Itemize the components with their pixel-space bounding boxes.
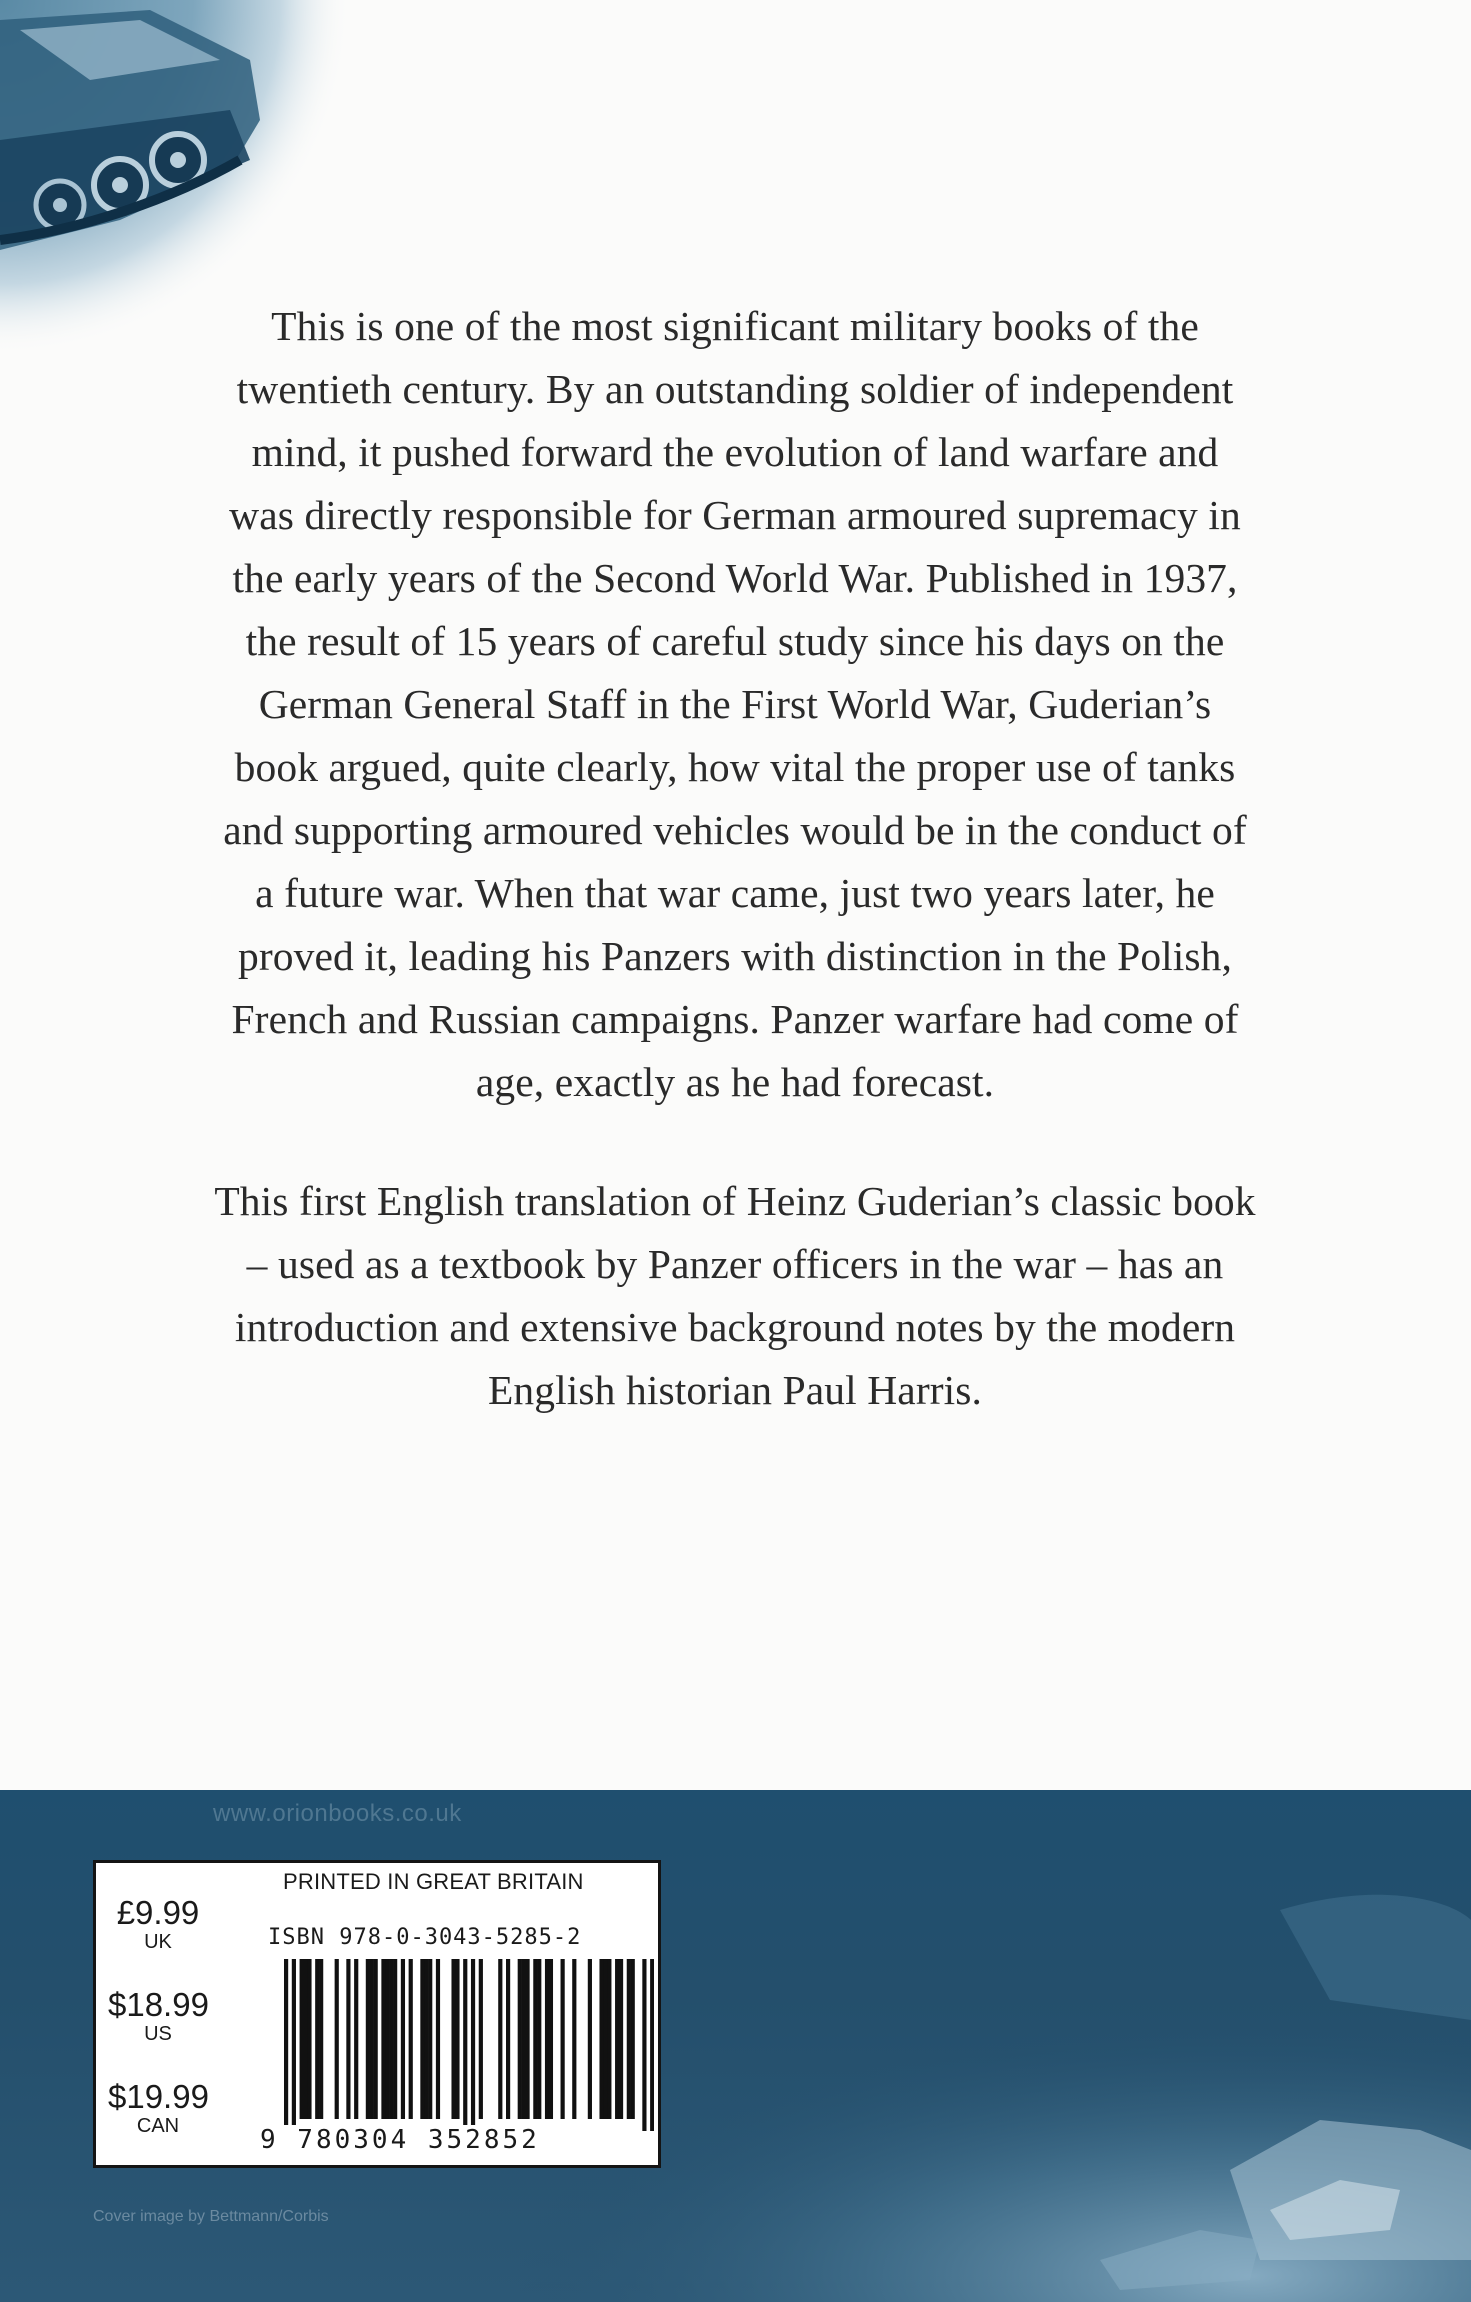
barcode-bar bbox=[303, 1959, 307, 2119]
blurb-line: age, exactly as he had forecast. bbox=[475, 1059, 995, 1105]
price-region: CAN bbox=[136, 2115, 180, 2137]
blurb-line: proved it, leading his Panzers with distinction in the Polish, bbox=[237, 933, 1233, 979]
barcode-bar bbox=[537, 1959, 541, 2119]
barcode-bar bbox=[627, 1959, 631, 2119]
barcode-bar bbox=[603, 1959, 607, 2119]
barcode-bar bbox=[588, 1959, 592, 2119]
price-amount: $18.99 bbox=[108, 1986, 209, 2023]
barcode-bar bbox=[389, 1959, 393, 2119]
barcode-bar bbox=[533, 1959, 537, 2119]
barcode-bar bbox=[619, 1959, 623, 2119]
barcode-bar bbox=[549, 1959, 553, 2119]
barcode-bar bbox=[292, 1959, 296, 2131]
barcode-bar bbox=[346, 1959, 350, 2119]
barcode-bar bbox=[471, 1959, 475, 2131]
barcode-bar bbox=[479, 1959, 483, 2119]
barcode-bar bbox=[607, 1959, 611, 2119]
blurb-line: the result of 15 years of careful study since his days on the bbox=[245, 618, 1225, 664]
barcode-bar bbox=[424, 1959, 428, 2119]
blurb-line: This is one of the most significant military books of the bbox=[271, 303, 1199, 349]
barcode-bar bbox=[642, 1959, 646, 2131]
blurb-line: a future war. When that war came, just two years later, he bbox=[255, 870, 1215, 916]
barcode-bar bbox=[518, 1959, 522, 2119]
barcode-bar bbox=[300, 1959, 304, 2119]
price-us bbox=[108, 1987, 208, 2045]
barcode-bar bbox=[650, 1959, 654, 2131]
barcode bbox=[284, 1959, 654, 2131]
barcode-bar bbox=[599, 1959, 603, 2119]
blurb-line: twentieth century. By an outstanding soldier of independent bbox=[236, 366, 1234, 412]
barcode-bar bbox=[420, 1959, 424, 2119]
barcode-bar bbox=[525, 1959, 529, 2119]
blurb-line: German General Staff in the First World War, Guderian’s bbox=[258, 681, 1212, 727]
blurb-line: was directly responsible for German armoured supremacy in bbox=[229, 492, 1241, 538]
barcode-bar bbox=[561, 1959, 565, 2119]
barcode-bar bbox=[335, 1959, 339, 2119]
blurb-line: French and Russian campaigns. Panzer warfare had come of bbox=[231, 996, 1239, 1042]
barcode-bar bbox=[409, 1959, 413, 2119]
barcode-bar bbox=[307, 1959, 311, 2119]
barcode-bar bbox=[572, 1959, 576, 2119]
blurb-line: the early years of the Second World War. Published in 1937, bbox=[232, 555, 1238, 601]
price-uk bbox=[108, 1895, 208, 1953]
barcode-bar bbox=[381, 1959, 385, 2119]
barcode-bar bbox=[455, 1959, 459, 2119]
barcode-bar bbox=[428, 1959, 432, 2119]
barcode-bar bbox=[385, 1959, 389, 2119]
price-region: UK bbox=[144, 1931, 172, 1953]
barcode-digits: 9 780304 352852 bbox=[260, 2125, 540, 2155]
barcode-bar bbox=[401, 1959, 405, 2119]
barcode-bar bbox=[463, 1959, 467, 2131]
barcode-bar bbox=[370, 1959, 374, 2119]
cover-credit: Cover image by Bettmann/Corbis bbox=[93, 2208, 329, 2225]
price-amount: $19.99 bbox=[108, 2078, 209, 2115]
barcode-bar bbox=[506, 1959, 510, 2119]
price-amount: £9.99 bbox=[116, 1894, 200, 1931]
price-region: US bbox=[144, 2023, 172, 2045]
blurb-line: This first English translation of Heinz Guderian’s classic book bbox=[214, 1178, 1256, 1224]
blurb-line: and supporting armoured vehicles would be in the conduct of bbox=[223, 807, 1247, 853]
blurb-paragraph-1 bbox=[200, 295, 1270, 1114]
blurb-paragraph-2 bbox=[200, 1170, 1270, 1422]
barcode-bar bbox=[615, 1959, 619, 2119]
barcode-bar bbox=[319, 1959, 323, 2119]
barcode-bar bbox=[374, 1959, 378, 2119]
blurb-line: introduction and extensive background notes by the modern bbox=[234, 1304, 1236, 1350]
barcode-bar bbox=[631, 1959, 635, 2119]
barcode-bar bbox=[284, 1959, 288, 2131]
barcode-bar bbox=[315, 1959, 319, 2119]
blurb-line: – used as a textbook by Panzer officers in the war – has an bbox=[246, 1241, 1224, 1287]
barcode-bar bbox=[545, 1959, 549, 2119]
price-barcode-box bbox=[93, 1860, 661, 2168]
barcode-bar bbox=[498, 1959, 502, 2119]
barcode-bar bbox=[522, 1959, 526, 2119]
barcode-bar bbox=[451, 1959, 455, 2119]
printed-in-label: PRINTED IN GREAT BRITAIN bbox=[283, 1869, 584, 1894]
isbn-label: ISBN 978-0-3043-5285-2 bbox=[268, 1925, 582, 1950]
barcode-bar bbox=[354, 1959, 358, 2119]
barcode-bar bbox=[436, 1959, 440, 2119]
barcode-bar bbox=[366, 1959, 370, 2119]
blurb-line: book argued, quite clearly, how vital the proper use of tanks bbox=[234, 744, 1236, 790]
publisher-website: www.orionbooks.co.uk bbox=[213, 1800, 462, 1827]
blurb-line: English historian Paul Harris. bbox=[487, 1367, 983, 1413]
barcode-bar bbox=[393, 1959, 397, 2119]
blurb-line: mind, it pushed forward the evolution of land warfare and bbox=[251, 429, 1219, 475]
price-can bbox=[108, 2079, 208, 2137]
